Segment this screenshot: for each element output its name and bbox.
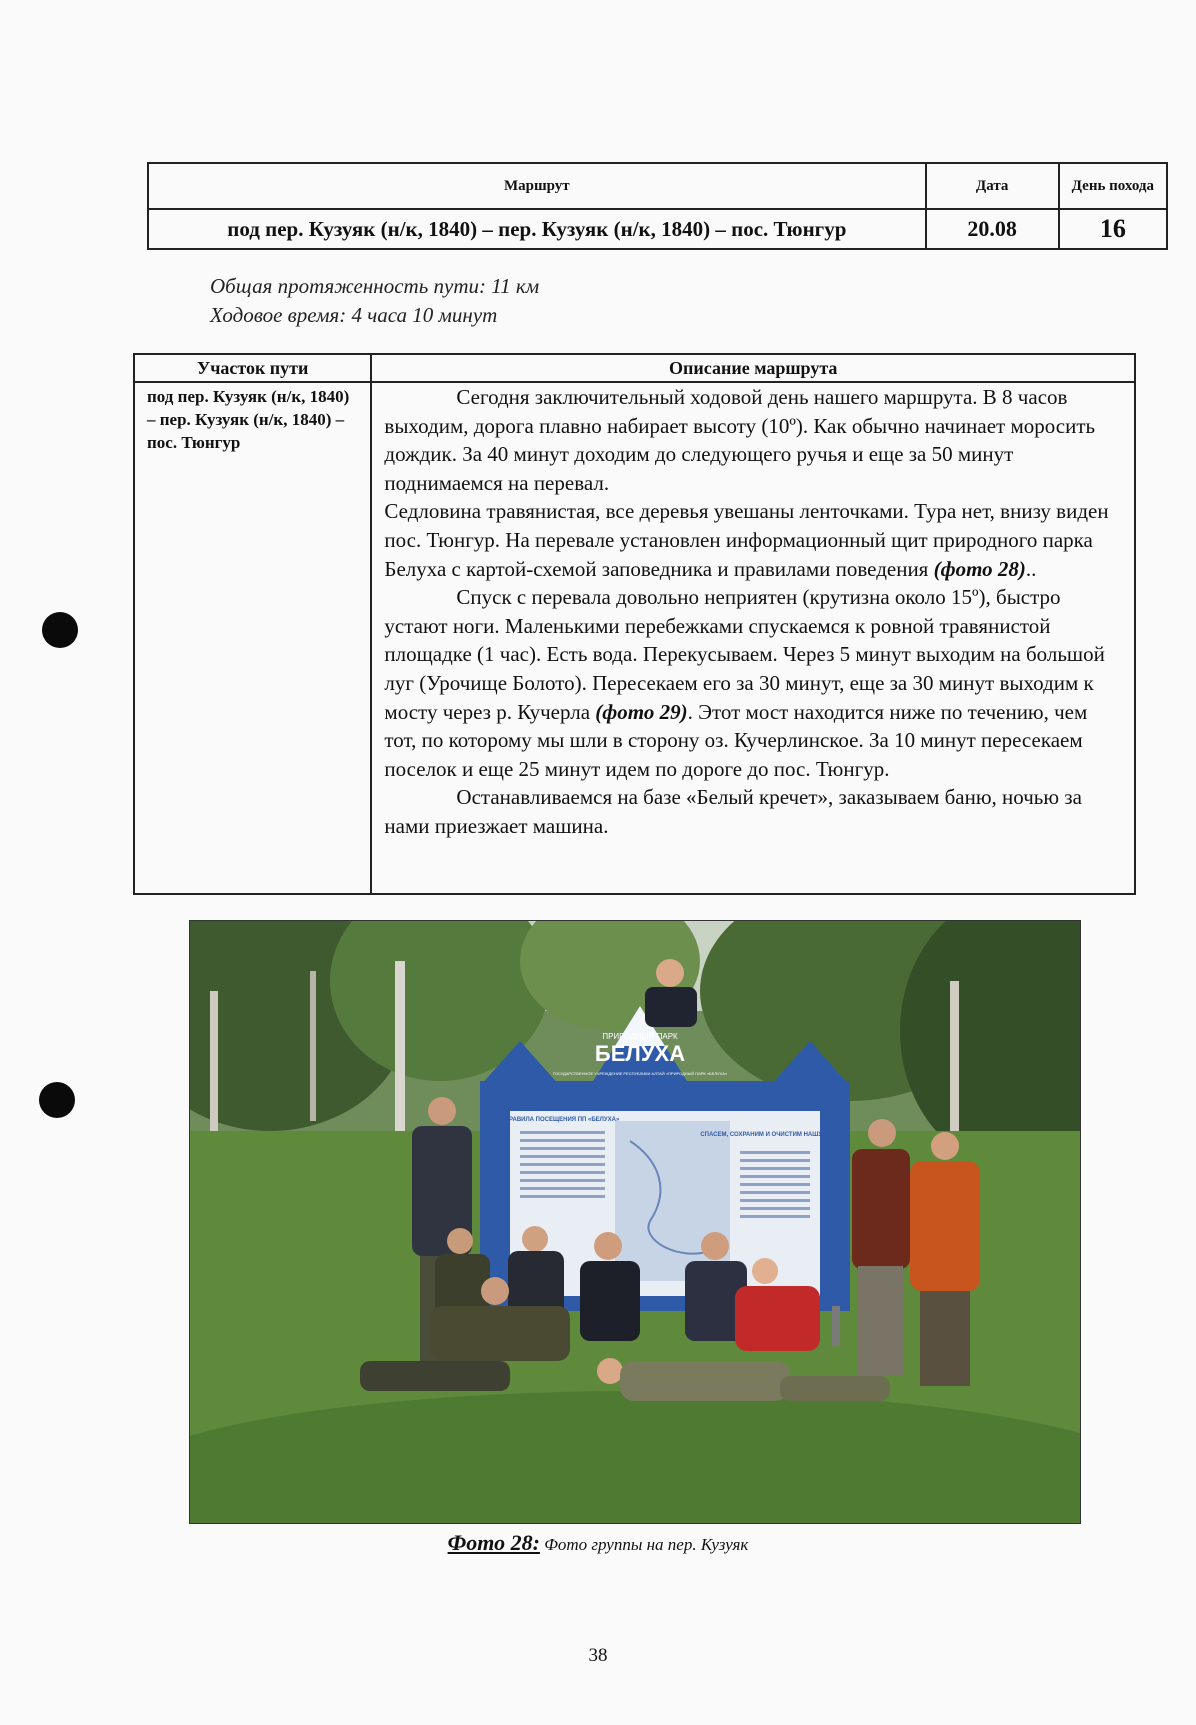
sign-top-text: ПРИРОДНЫЙ ПАРК — [602, 1032, 678, 1041]
date-value: 20.08 — [926, 209, 1059, 249]
route-table — [147, 162, 1168, 250]
photo-reference: (фото 28) — [933, 556, 1026, 581]
route-table-header-row — [148, 163, 1167, 209]
description-paragraph: Останавливаемся на базе «Белый кречет», заказываем баню, ночью за нами приезжает машина. — [384, 785, 1082, 838]
punch-hole — [39, 1082, 75, 1118]
group-photo-image — [190, 921, 1080, 1523]
sign-left-text: ПРАВИЛА ПОСЕЩЕНИЯ ПП «БЕЛУХА» — [504, 1117, 620, 1123]
sign-sub-text: ГОСУДАРСТВЕННОЕ УЧРЕЖДЕНИЕ РЕСПУБЛИКИ АЛТАЙ «ПРИРОДНЫЙ ПАРК «БЕЛУХА» — [552, 1071, 728, 1076]
caption-label: Фото 28: — [447, 1530, 540, 1555]
total-distance: Общая протяженность пути: 11 км — [210, 274, 540, 298]
punch-hole — [42, 612, 78, 648]
description-table-header-row — [134, 354, 1135, 382]
description-paragraph: Сегодня заключительный ходовой день нашего маршрута. В 8 часов выходим, дорога плавно набирает высоту (10º). Как обычно начинает моросить дождик. За 40 минут доходим до следующего ручья и еще за 50 минут поднимаемся на перевал. — [384, 385, 1096, 495]
group-photo — [189, 920, 1081, 1524]
description-paragraph: Спуск с перевала довольно неприятен (крутизна около 15º), быстро устают ноги. Маленькими перебежками спускаемся к ровной травянистой площадке (1 час). Есть вода. Перекусываем. Через 5 минут выходим на большой луг (Урочище Болото). Пересекаем его за 30 минут, еще за 30 минут выходим к мосту через р. Кучерла (фото 29). Этот мост находится ниже по течению, чем тот, по которому мы шли в сторону оз. Кучерлинское. За 10 минут пересекаем поселок и еще 25 минут идем по дороге до пос. Тюнгур. — [384, 585, 1105, 781]
photo-reference: (фото 29) — [595, 699, 688, 724]
day-value: 16 — [1059, 209, 1167, 249]
description-table — [133, 353, 1136, 895]
date-header: Дата — [926, 163, 1059, 209]
segment-value: под пер. Кузуяк (н/к, 1840) – пер. Кузуяк (н/к, 1840) – пос. Тюнгур — [134, 382, 371, 894]
description-table-row — [134, 382, 1135, 894]
route-table-value-row — [148, 209, 1167, 249]
page-number: 38 — [588, 1645, 608, 1666]
description-paragraph: Седловина травянистая, все деревья увешаны ленточками. Тура нет, внизу виден пос. Тюнгур. На перевале установлен информационный щит природного парка Белуха с картой-схемой заповедника и правилами поведения (фото 28).. — [384, 499, 1109, 581]
route-value: под пер. Кузуяк (н/к, 1840) – пер. Кузуяк (н/к, 1840) – пос. Тюнгур — [148, 209, 926, 249]
sign-name-text: БЕЛУХА — [594, 1041, 686, 1066]
photo-caption — [0, 1530, 1196, 1556]
segment-header: Участок пути — [134, 354, 371, 382]
walking-time: Ходовое время: 4 часа 10 минут — [210, 303, 498, 327]
description-header: Описание маршрута — [371, 354, 1135, 382]
route-description — [371, 382, 1135, 894]
sign-right-text: СПАСЕМ, СОХРАНИМ И ОЧИСТИМ НАШУ БЕЛУХУ! — [700, 1132, 850, 1138]
day-header: День похода — [1059, 163, 1167, 209]
route-summary — [210, 272, 539, 330]
caption-text: Фото группы на пер. Кузуяк — [539, 1535, 749, 1554]
route-header: Маршрут — [148, 163, 926, 209]
